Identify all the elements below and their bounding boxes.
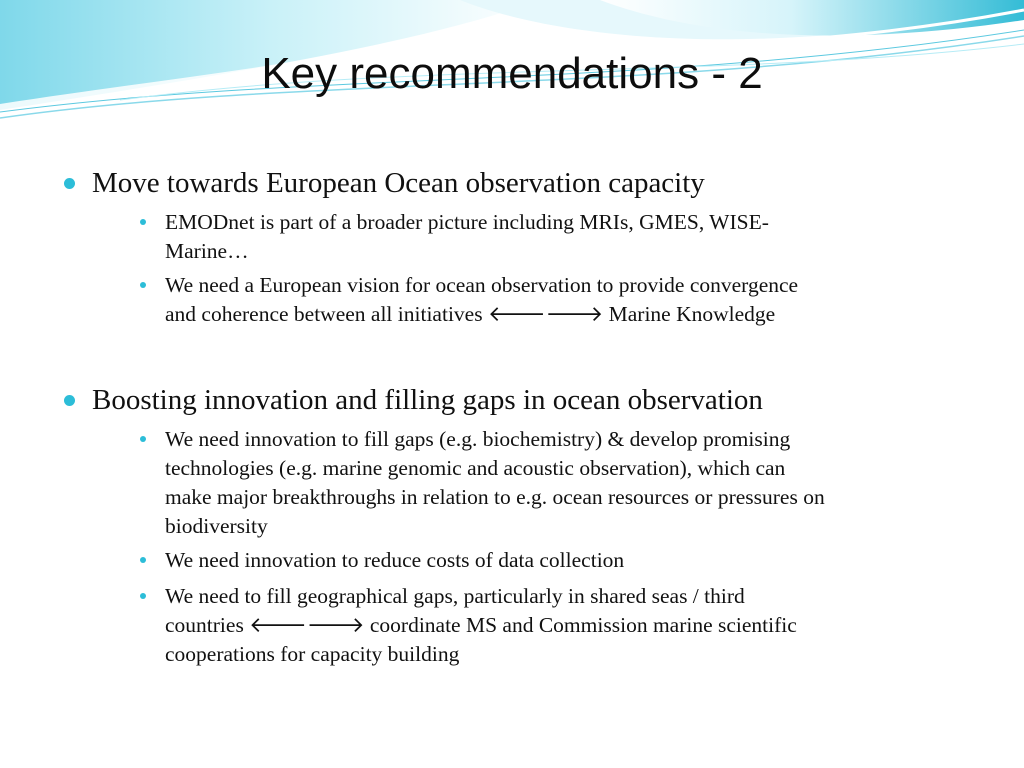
list-item-line: technologies (e.g. marine genomic and acoustic observation), which can bbox=[165, 456, 786, 480]
list-item-line: biodiversity bbox=[165, 514, 268, 538]
list-item-line: cooperations for capacity building bbox=[165, 642, 460, 666]
list-item bbox=[165, 208, 965, 266]
list-item-line: We need innovation to reduce costs of data collection bbox=[165, 548, 625, 572]
bullet-icon bbox=[64, 178, 75, 189]
list-item-line: and coherence between all initiatives 🡐🡒 Marine Knowledge bbox=[165, 302, 776, 326]
list-item-line: make major breakthroughs in relation to e.g. ocean resources or pressures on bbox=[165, 485, 825, 509]
bullet-icon bbox=[140, 219, 146, 225]
list-item bbox=[165, 582, 965, 669]
slide-title: Key recommendations - 2 bbox=[261, 49, 763, 98]
section-heading-2 bbox=[92, 383, 763, 418]
bullet-icon bbox=[140, 557, 146, 563]
list-item-line: Marine… bbox=[165, 239, 249, 263]
list-item-line: We need innovation to fill gaps (e.g. biochemistry) & develop promising bbox=[165, 427, 791, 451]
bullet-icon bbox=[64, 395, 75, 406]
list-item bbox=[165, 546, 965, 575]
list-item bbox=[165, 271, 965, 329]
list-item-line: EMODnet is part of a broader picture including MRIs, GMES, WISE- bbox=[165, 210, 769, 234]
section-heading-1 bbox=[92, 166, 705, 201]
list-item bbox=[165, 425, 965, 541]
bullet-icon bbox=[140, 436, 146, 442]
section-heading-text: Move towards European Ocean observation capacity bbox=[92, 167, 705, 199]
list-item-line: We need a European vision for ocean observation to provide convergence bbox=[165, 273, 799, 297]
bullet-icon bbox=[140, 282, 146, 288]
bullet-icon bbox=[140, 593, 146, 599]
section-heading-text: Boosting innovation and filling gaps in ocean observation bbox=[92, 384, 763, 416]
list-item-line: countries 🡐🡒 coordinate MS and Commission marine scientific bbox=[165, 613, 797, 637]
list-item-line: We need to fill geographical gaps, particularly in shared seas / third bbox=[165, 584, 745, 608]
